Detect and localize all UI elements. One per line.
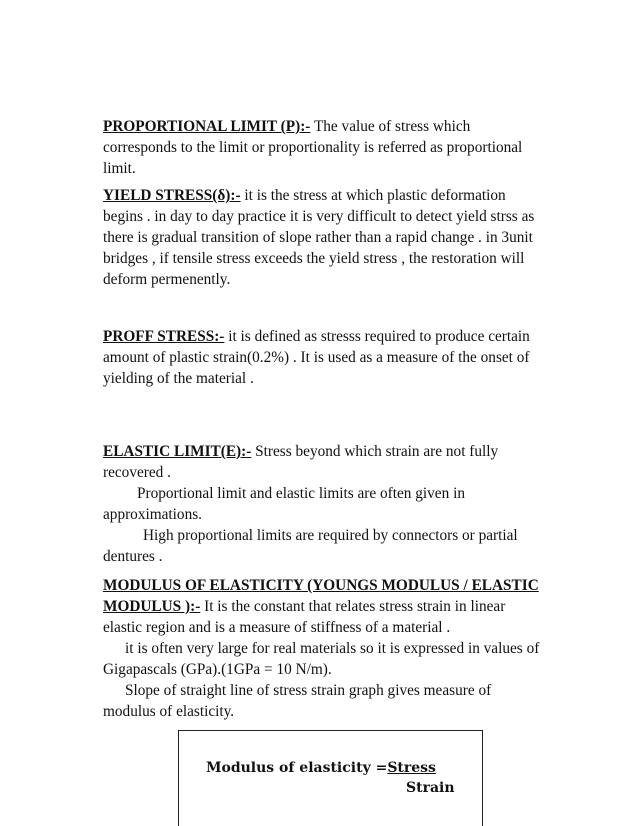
proportional-limit-heading: PROPORTIONAL LIMIT (P):- xyxy=(103,118,311,135)
modulus-text: It is the constant that relates stress strain in linear elastic region and is a measure of stiffness of a material . xyxy=(103,598,506,636)
modulus-note-1: it is often very large for real materials so it is expressed in values of Gigapascals (GPa).(1GPa = 10 N/m). xyxy=(103,640,540,678)
formula-denominator: Strain xyxy=(406,780,455,796)
modulus-paragraph xyxy=(103,575,543,722)
elastic-limit-text: Stress beyond which strain are not fully recovered . xyxy=(103,443,499,481)
proof-stress-heading: PROFF STRESS:- xyxy=(103,328,225,345)
elastic-limit-paragraph xyxy=(103,441,543,567)
proportional-limit-paragraph xyxy=(103,116,543,179)
modulus-formula xyxy=(206,757,455,796)
formula-numerator: Stress xyxy=(387,760,436,776)
yield-stress-paragraph xyxy=(103,185,543,290)
proportional-limit-text: The value of stress which corresponds to the limit or proportionality is referred as proportional limit. xyxy=(103,118,523,177)
proof-stress-text: it is defined as stresss required to produce certain amount of plastic strain(0.2%) . It is used as a measure of the onset of yielding of the material . xyxy=(103,328,530,387)
elastic-limit-heading: ELASTIC LIMIT(E):- xyxy=(103,443,252,460)
modulus-note-2: Slope of straight line of stress strain graph gives measure of modulus of elasticity. xyxy=(103,682,492,720)
elastic-limit-note-1: Proportional limit and elastic limits are often given in approximations. xyxy=(103,485,465,523)
elastic-limit-note-2: High proportional limits are required by connectors or partial dentures . xyxy=(103,527,518,565)
yield-stress-text: it is the stress at which plastic deformation begins . in day to day practice it is very difficult to detect yield strss as there is gradual transition of slope rather than a rapid change . in 3unit bridges , if tensile stress exceeds the yield stress , the restoration will deform permenently. xyxy=(103,187,535,288)
yield-stress-heading: YIELD STRESS(δ):- xyxy=(103,187,241,204)
proof-stress-paragraph xyxy=(103,326,543,389)
modulus-heading: MODULUS OF ELASTICITY (YOUNGS MODULUS / ELASTIC MODULUS ):- xyxy=(103,577,539,615)
formula-label: Modulus of elasticity = xyxy=(206,760,388,776)
